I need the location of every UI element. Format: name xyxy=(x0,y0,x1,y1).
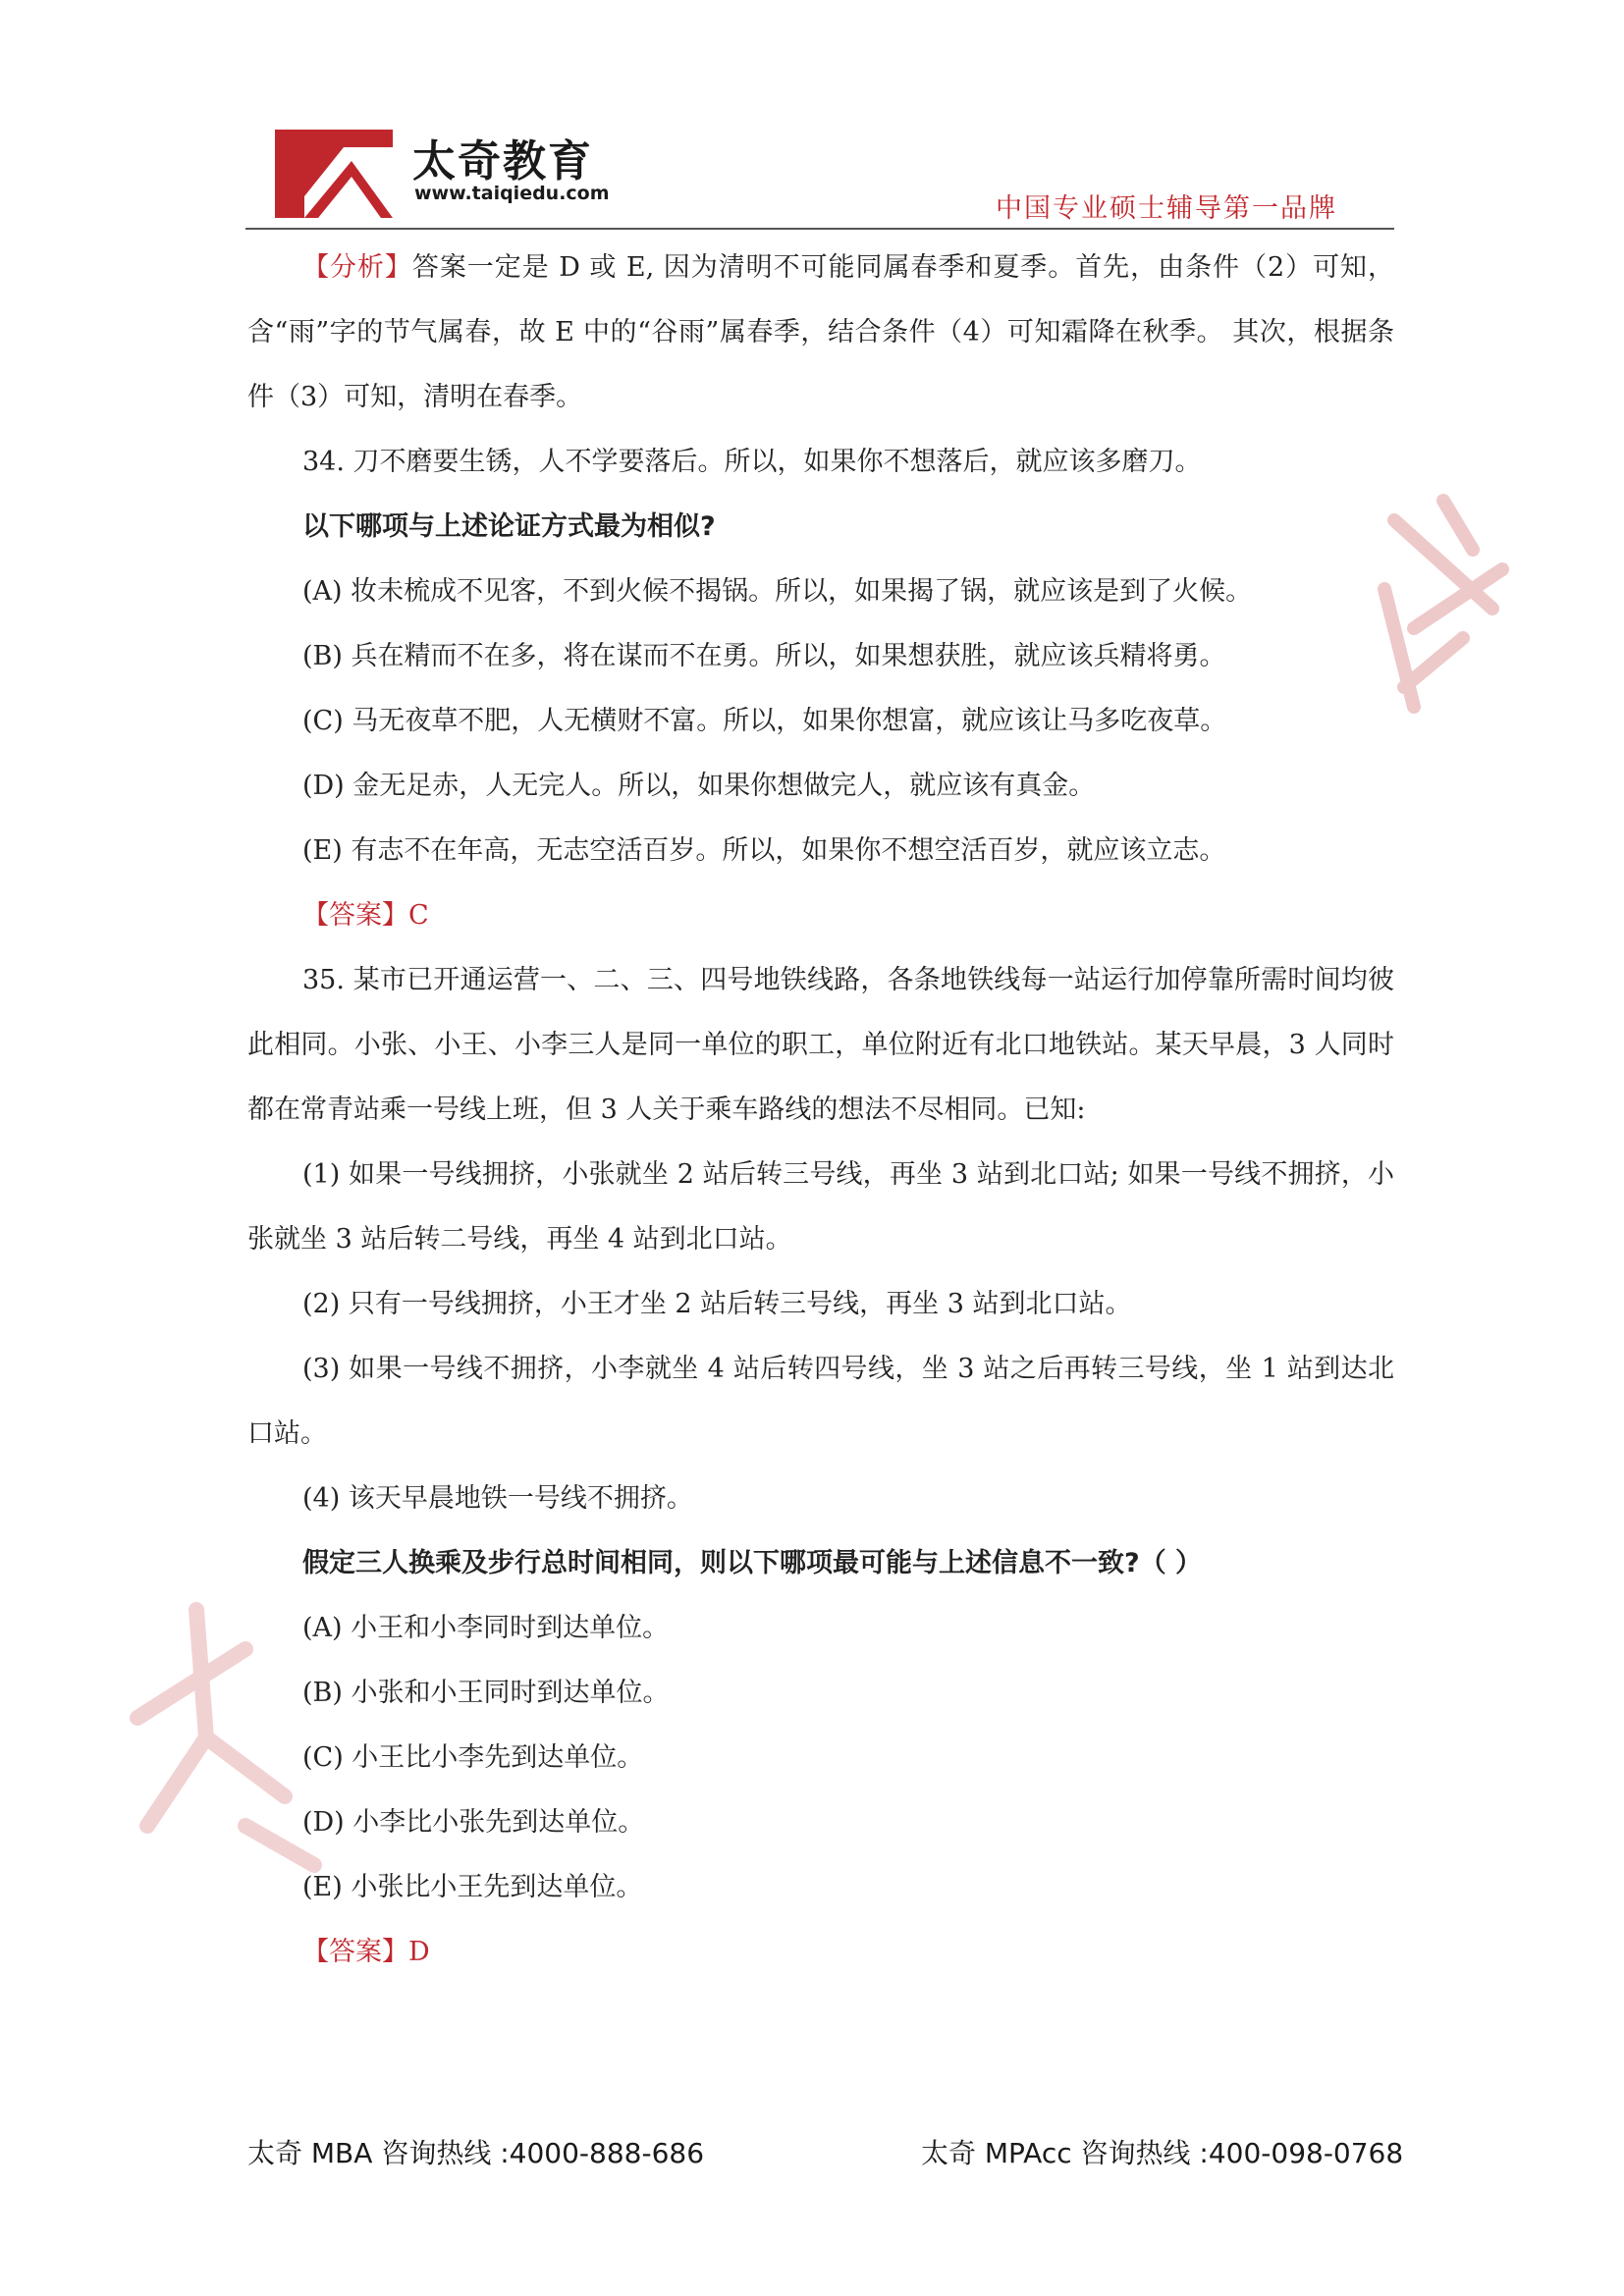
q34-option-b: (B) 兵在精而不在多，将在谋而不在勇。所以，如果想获胜，就应该兵精将勇。 xyxy=(302,641,1226,671)
taiqi-logo-icon xyxy=(275,130,393,218)
q34-answer-value: C xyxy=(408,900,429,931)
q35-option-c: (C) 小王比小李先到达单位。 xyxy=(302,1742,644,1773)
q35-prompt: 假定三人换乘及步行总时间相同，则以下哪项最可能与上述信息不一致?（ ） xyxy=(302,1548,1203,1578)
analysis-tag: 【分析】 xyxy=(302,252,412,283)
q35-answer-value: D xyxy=(408,1937,430,1967)
q34-option-d: (D) 金无足赤，人无完人。所以，如果你想做完人，就应该有真金。 xyxy=(302,771,1096,801)
q35-option-b: (B) 小张和小王同时到达单位。 xyxy=(302,1678,670,1708)
q34-option-c: (C) 马无夜草不肥，人无横财不富。所以，如果你想富，就应该让马多吃夜草。 xyxy=(302,706,1227,736)
watermark-right-icon xyxy=(1375,491,1522,717)
q34-answer xyxy=(247,883,1394,948)
page-header xyxy=(245,118,1394,228)
q35-stem: 35. 某市已开通运营一、二、三、四号地铁线路，各条地铁线每一站运行加停靠所需时间均彼此相同。小张、小王、小李三人是同一单位的职工，单位附近有北口地铁站。某天早晨，3 人同时都在常青站乘一号线上班，但 3 人关于乘车路线的想法不尽相同。已知: xyxy=(247,965,1394,1125)
q34-prompt: 以下哪项与上述论证方式最为相似? xyxy=(302,511,716,542)
q35-condition-2: (2) 只有一号线拥挤，小王才坐 2 站后转三号线，再坐 3 站到北口站。 xyxy=(302,1289,1132,1319)
analysis-paragraph xyxy=(247,236,1394,430)
header-divider xyxy=(245,228,1394,230)
analysis-text: 答案一定是 D 或 E, 因为清明不可能同属春季和夏季。首先，由条件（2）可知，含“雨”字的节气属春，故 E 中的“谷雨”属春季，结合条件（4）可知霜降在秋季。 其次，根据条件（3）可知，清明在春季。 xyxy=(247,252,1394,412)
footer-mpacc-hotline: 太奇 MPAcc 咨询热线 :400-098-0768 xyxy=(921,2137,1404,2169)
q35-option-d: (D) 小李比小张先到达单位。 xyxy=(302,1807,645,1838)
q35-condition-4: (4) 该天早晨地铁一号线不拥挤。 xyxy=(302,1483,693,1514)
logo-name: 太奇教育 xyxy=(412,136,593,187)
header-slogan: 中国专业硕士辅导第一品牌 xyxy=(996,193,1337,224)
page-content xyxy=(247,236,1394,1985)
logo-url[interactable]: www.taiqiedu.com xyxy=(414,183,610,204)
q35-option-a: (A) 小王和小李同时到达单位。 xyxy=(302,1613,670,1643)
q35-condition-3: (3) 如果一号线不拥挤，小李就坐 4 站后转四号线，坐 3 站之后再转三号线，坐 1 站到达北口站。 xyxy=(247,1354,1394,1449)
q34-option-e: (E) 有志不在年高，无志空活百岁。所以，如果你不想空活百岁，就应该立志。 xyxy=(302,835,1226,866)
q35-condition-1: (1) 如果一号线拥挤，小张就坐 2 站后转三号线，再坐 3 站到北口站; 如果一号线不拥挤，小张就坐 3 站后转二号线，再坐 4 站到北口站。 xyxy=(247,1159,1394,1255)
q35-option-e: (E) 小张比小王先到达单位。 xyxy=(302,1872,643,1902)
q34-answer-tag: 【答案】 xyxy=(302,900,408,931)
q34-option-a: (A) 妆未梳成不见客，不到火候不揭锅。所以，如果揭了锅，就应该是到了火候。 xyxy=(302,576,1253,607)
q35-answer xyxy=(247,1920,1394,1985)
footer-mba-hotline: 太奇 MBA 咨询热线 :4000-888-686 xyxy=(247,2137,705,2169)
q34-stem: 34. 刀不磨要生锈，人不学要落后。所以，如果你不想落后，就应该多磨刀。 xyxy=(302,447,1202,477)
q35-answer-tag: 【答案】 xyxy=(302,1937,408,1967)
